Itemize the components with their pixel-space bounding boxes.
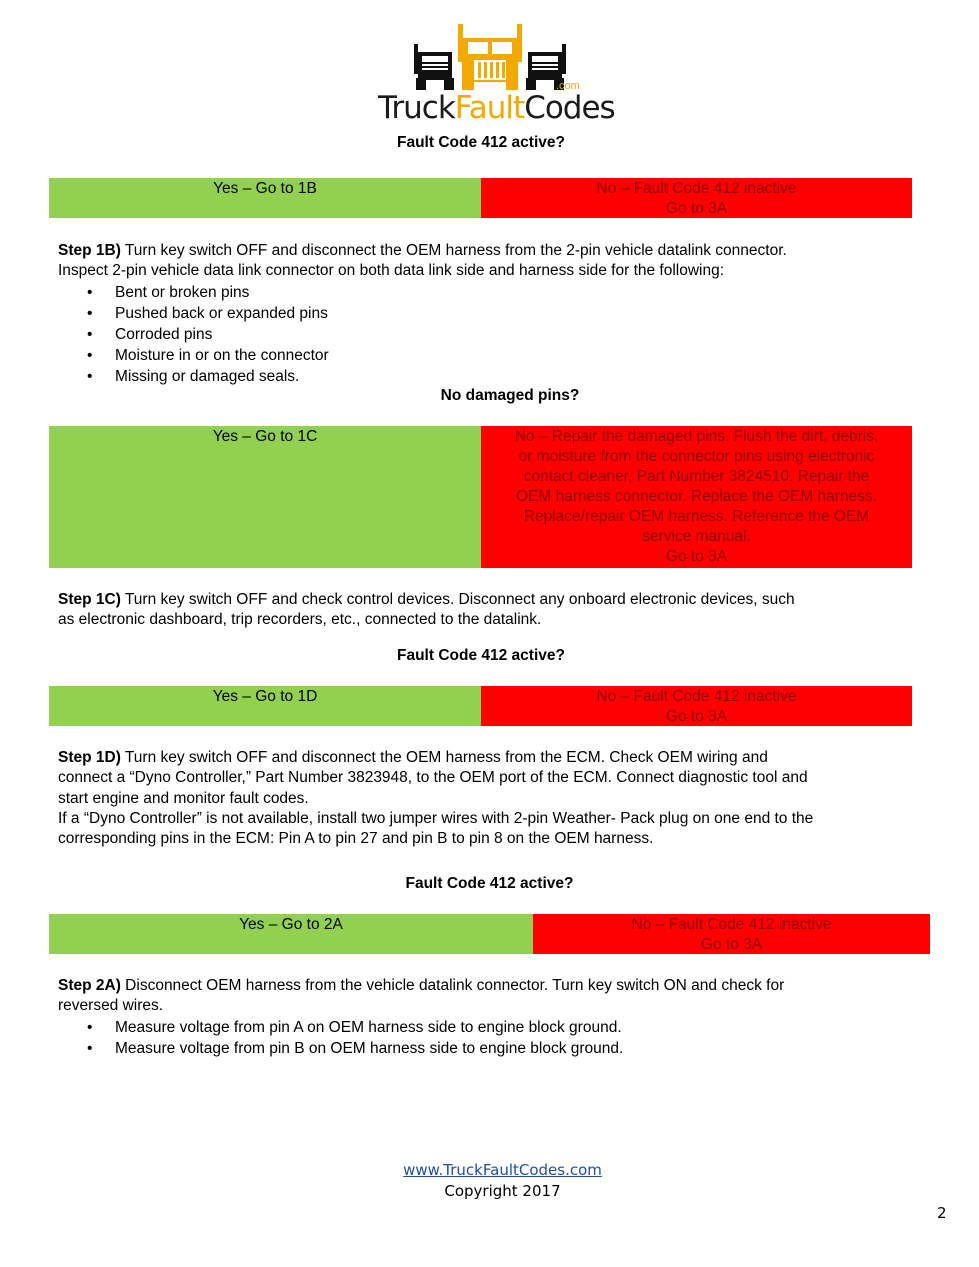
step-1d-paragraph [58, 748, 938, 849]
decision-bar-2 [49, 426, 912, 568]
question-heading-1: Fault Code 412 active? [397, 134, 565, 151]
list-item: • Corroded pins [58, 324, 928, 345]
step-text: Disconnect OEM harness from the vehicle datalink connector. Turn key switch ON and check for [120, 977, 785, 994]
logo-com-suffix: .com [556, 80, 580, 92]
no-cell-line: Go to 3A [665, 548, 728, 565]
no-cell-line: No – Fault Code 412 inactive [596, 688, 797, 705]
step-text: as electronic dashboard, trip recorders, etc., connected to the datalink. [58, 611, 542, 629]
no-cell-line: Replace/repair OEM harness. Reference the OEM [523, 508, 870, 525]
list-item: • Bent or broken pins [58, 282, 928, 303]
step-label: Step 1C) [58, 591, 121, 608]
site-logo [378, 22, 615, 130]
footer-copyright: Copyright 2017 [444, 1182, 561, 1200]
step-text: Turn key switch OFF and check control devices. Disconnect any onboard electronic devices, such [120, 591, 795, 608]
step-label: Step 1B) [58, 242, 121, 259]
no-cell [481, 178, 912, 218]
no-cell-line: Go to 3A [665, 708, 728, 725]
no-cell-line: No – Fault Code 412 inactive [596, 180, 797, 197]
list-item: • Missing or damaged seals. [58, 366, 928, 387]
list-item: • Measure voltage from pin A on OEM harness side to engine block ground. [58, 1017, 928, 1038]
yes-cell: Yes – Go to 1C [49, 426, 481, 568]
step-text: corresponding pins in the ECM: Pin A to pin 27 and pin B to pin 8 on the OEM harness. [58, 830, 654, 848]
decision-bar-1 [49, 178, 912, 218]
no-cell [533, 914, 930, 954]
no-cell-line: No – Fault Code 412 inactive [631, 916, 832, 933]
no-cell [481, 686, 912, 726]
logo-word-truck: Truck [378, 90, 455, 126]
logo-word-codes: Codes [524, 90, 615, 126]
step-1b-paragraph [58, 241, 928, 387]
inspection-list [58, 282, 928, 387]
page-number: 2 [937, 1204, 947, 1222]
step-text: Turn key switch OFF and disconnect the OEM harness from the ECM. Check OEM wiring and [120, 749, 768, 766]
no-cell-line: OEM harness connector. Replace the OEM harness. [516, 488, 877, 505]
no-cell-line: No – Repair the damaged pins. Flush the dirt, debris, [514, 428, 879, 445]
decision-bar-4 [49, 914, 930, 954]
list-item: • Measure voltage from pin B on OEM harness side to engine block ground. [58, 1038, 928, 1059]
no-cell-line: Go to 3A [700, 936, 763, 953]
step-1c-paragraph [58, 590, 928, 631]
measurement-list [58, 1017, 928, 1059]
footer-website-link[interactable]: www.TruckFaultCodes.com [403, 1161, 602, 1179]
question-heading-3: Fault Code 412 active? [397, 647, 565, 664]
no-cell-line: or moisture from the connector pins using electronic [518, 448, 875, 465]
step-text: If a “Dyno Controller” is not available, install two jumper wires with 2-pin Weather- Pack plug on one end to the [58, 809, 814, 827]
no-cell-line: service manual. [642, 528, 751, 545]
step-2a-paragraph [58, 976, 928, 1059]
question-heading-2: No damaged pins? [440, 387, 580, 404]
step-text: start engine and monitor fault codes. [58, 789, 309, 807]
step-text: Inspect 2-pin vehicle data link connector on both data link side and harness side for the following: [58, 262, 725, 280]
list-item: • Pushed back or expanded pins [58, 303, 928, 324]
logo-wordmark [378, 88, 615, 128]
list-item: • Moisture in or on the connector [58, 345, 928, 366]
step-text: reversed wires. [58, 997, 164, 1015]
step-label: Step 1D) [58, 749, 121, 766]
no-cell [481, 426, 912, 568]
yes-cell: Yes – Go to 1D [49, 686, 481, 726]
yes-cell: Yes – Go to 1B [49, 178, 481, 218]
yes-cell: Yes – Go to 2A [49, 914, 533, 954]
logo-word-fault: Fault [454, 90, 525, 126]
question-heading-4: Fault Code 412 active? [405, 875, 574, 892]
no-cell-line: Go to 3A [665, 200, 728, 217]
decision-bar-3 [49, 686, 912, 726]
step-text: connect a “Dyno Controller,” Part Number 3823948, to the OEM port of the ECM. Connect diagnostic tool and [58, 769, 808, 787]
no-cell-line: contact cleaner, Part Number 3824510. Repair the [523, 468, 870, 485]
footer-link-wrap [0, 1161, 979, 1180]
step-label: Step 2A) [58, 977, 121, 994]
step-text: Turn key switch OFF and disconnect the OEM harness from the 2-pin vehicle datalink connector. [120, 242, 787, 259]
